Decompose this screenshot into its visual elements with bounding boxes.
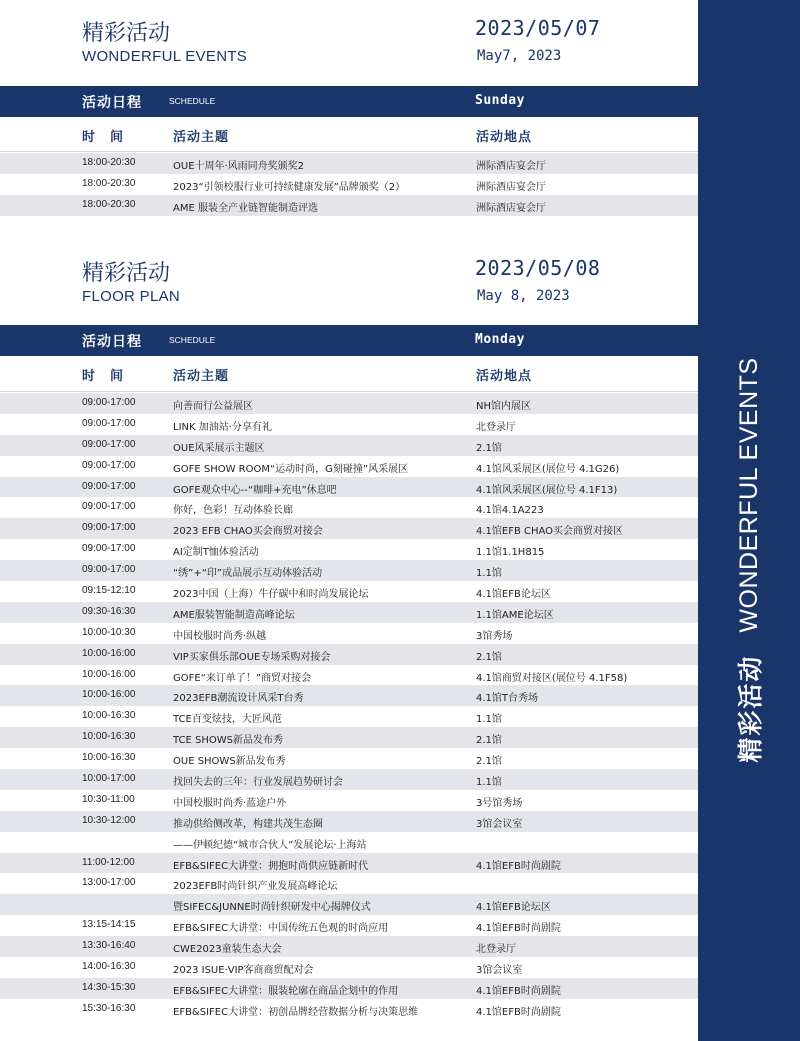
table-row	[0, 560, 698, 581]
row-venue: 4.1馆EFB CHAO买会商贸对接区	[476, 526, 624, 538]
row-time: 10:00-16:30	[82, 752, 136, 764]
row-venue: 2.1馆	[476, 756, 502, 768]
schedule-band-cn: 活动日程	[82, 95, 142, 111]
table-row	[0, 153, 698, 174]
row-topic: LINK 加油站·分享有礼	[173, 421, 272, 433]
row-venue: 4.1馆EFB时尚剧院	[476, 923, 561, 935]
table-row	[0, 978, 698, 999]
row-time: 10:00-16:30	[82, 731, 136, 743]
row-venue: 4.1馆EFB时尚剧院	[476, 985, 561, 997]
row-topic: 找回失去的三年：行业发展趋势研讨会	[173, 777, 343, 789]
table-row	[0, 195, 698, 216]
row-topic: EFB&SIFEC大讲堂：服装轮廓在商品企划中的作用	[173, 985, 399, 997]
row-venue: 4.1馆风采展区(展位号 4.1G26)	[476, 463, 620, 475]
row-topic: 中国校服时尚秀·蓝途户外	[173, 797, 287, 809]
row-time: 10:30-12:00	[82, 814, 136, 826]
section1-schedule-band	[0, 86, 698, 117]
row-time: 13:30-16:40	[82, 940, 136, 952]
row-topic: EFB&SIFEC大讲堂：拥抱时尚供应链新时代	[173, 860, 369, 872]
row-time: 09:00-17:00	[82, 459, 136, 471]
row-venue: 1.1馆	[476, 568, 502, 580]
table-row	[0, 811, 698, 832]
section2-col-venue: 活动地点	[476, 369, 533, 384]
row-time: 10:00-10:30	[82, 626, 136, 638]
row-venue: 洲际酒店宴会厅	[476, 181, 546, 193]
table-row	[0, 644, 698, 665]
side-banner-cn: 精彩活动	[736, 654, 765, 763]
row-time: 09:00-17:00	[82, 397, 136, 408]
row-time: 15:30-16:30	[82, 1002, 136, 1014]
table-row	[0, 602, 698, 623]
table-row	[0, 999, 698, 1020]
row-topic: CWE2023童装生态大会	[173, 944, 282, 956]
section2-date-en: May 8, 2023	[477, 288, 570, 304]
table-row	[0, 769, 698, 790]
section2-schedule-table	[0, 393, 698, 1020]
row-topic: 2023 ISUE·VIP客商商贸配对会	[173, 965, 314, 977]
table-row	[0, 435, 698, 456]
table-row	[0, 393, 698, 414]
section1-title-cn: 精彩活动	[82, 21, 171, 46]
row-venue: 北登录厅	[476, 421, 516, 433]
row-topic: TCE百变炫技，大匠风范	[173, 714, 282, 726]
row-time: 14:30-15:30	[82, 981, 136, 993]
row-time: 10:00-16:00	[82, 647, 136, 659]
table-row	[0, 685, 698, 706]
table-row	[0, 497, 698, 518]
row-time: 18:00-20:30	[82, 177, 136, 189]
row-topic: 中国校服时尚秀·纵越	[173, 630, 267, 642]
side-banner-en: WONDERFUL EVENTS	[734, 357, 763, 633]
row-venue: 4.1馆T台秀场	[476, 693, 539, 705]
section1-col-venue: 活动地点	[476, 130, 533, 145]
row-topic: OUE SHOWS新品发布秀	[173, 756, 286, 768]
section2-title-cn: 精彩活动	[82, 261, 171, 286]
row-topic: 2023中国（上海）牛仔碳中和时尚发展论坛	[173, 589, 369, 601]
row-topic: 2023EFB时尚针织产业发展高峰论坛	[173, 881, 338, 893]
table-row	[0, 957, 698, 978]
table-row	[0, 873, 698, 894]
section1-title-en: WONDERFUL EVENTS	[82, 48, 248, 65]
section2-date: 2023/05/08	[475, 256, 601, 280]
row-time: 09:00-17:00	[82, 417, 136, 429]
table-row	[0, 456, 698, 477]
row-venue: 3馆秀场	[476, 630, 513, 642]
row-time: 10:00-16:00	[82, 668, 136, 680]
row-topic: OUE风采展示主题区	[173, 442, 265, 454]
section2-col-topic: 活动主题	[173, 369, 230, 384]
table-row	[0, 174, 698, 195]
row-venue: 洲际酒店宴会厅	[476, 161, 546, 172]
section1-header-divider	[0, 151, 698, 152]
row-time: 13:00-17:00	[82, 877, 136, 889]
section1-col-time: 时 间	[82, 130, 125, 145]
section2-col-time: 时 间	[82, 369, 125, 384]
row-topic: TCE SHOWS新品发布秀	[173, 735, 283, 747]
row-topic: 2023EFB潮流设计风采T台秀	[173, 693, 304, 705]
table-row	[0, 915, 698, 936]
row-time: 14:00-16:30	[82, 961, 136, 973]
table-row	[0, 477, 698, 498]
row-venue: 1.1馆AME论坛区	[476, 609, 554, 621]
row-topic: 2023“引领校服行业可持续健康发展”品牌颁奖（2）	[173, 181, 406, 193]
row-time: 09:00-17:00	[82, 438, 136, 450]
section2-title-en: FLOOR PLAN	[82, 288, 181, 305]
schedule-band-cn: 活动日程	[82, 334, 142, 350]
row-time: 10:00-16:30	[82, 710, 136, 722]
row-venue: 北登录厅	[476, 944, 516, 956]
row-venue: 4.1馆EFB时尚剧院	[476, 1006, 561, 1018]
row-venue: 4.1馆EFB论坛区	[476, 589, 551, 601]
table-row	[0, 665, 698, 686]
row-venue: 3馆会议室	[476, 818, 523, 830]
row-time: 10:00-17:00	[82, 773, 136, 785]
row-time: 09:00-17:00	[82, 522, 136, 534]
row-topic: GOFE“来订单了！”商贸对接会	[173, 672, 312, 684]
table-row	[0, 623, 698, 644]
table-row	[0, 853, 698, 874]
section1-date-en: May7, 2023	[477, 48, 562, 64]
table-row	[0, 894, 698, 915]
row-time: 09:15-12:10	[82, 585, 136, 597]
row-venue: 2.1馆	[476, 735, 502, 747]
row-venue: 1.1馆	[476, 714, 502, 726]
row-venue: 1.1馆	[476, 777, 502, 789]
row-time: 11:00-12:00	[82, 856, 135, 868]
row-topic: OUE十周年·风雨同舟奖颁奖2	[173, 161, 305, 172]
row-time: 09:00-17:00	[82, 501, 136, 513]
section1-col-topic: 活动主题	[173, 130, 230, 145]
side-banner-text	[731, 357, 767, 762]
row-topic: 你好，色彩！互动体验长廊	[173, 505, 293, 517]
row-topic: 暨SIFEC&JUNNE时尚针织研发中心揭牌仪式	[173, 902, 371, 914]
row-topic: “绣”+“印”成品展示互动体验活动	[173, 568, 323, 580]
row-venue: 4.1馆EFB时尚剧院	[476, 860, 561, 872]
schedule-band-day: Sunday	[475, 93, 525, 108]
row-time: 13:15-14:15	[82, 919, 136, 931]
row-venue: 洲际酒店宴会厅	[476, 202, 546, 214]
row-venue: 2.1馆	[476, 651, 502, 663]
row-venue: 4.1馆商贸对接区(展位号 4.1F58)	[476, 672, 628, 684]
row-venue: NH馆内展区	[476, 401, 531, 412]
row-topic: AME服装智能制造高峰论坛	[173, 609, 295, 621]
row-venue: 4.1馆4.1A223	[476, 505, 544, 517]
row-topic: 2023 EFB CHAO买会商贸对接会	[173, 526, 323, 538]
row-topic: VIP买家俱乐部OUE专场采购对接会	[173, 651, 331, 663]
table-row	[0, 581, 698, 602]
table-row	[0, 832, 698, 853]
table-row	[0, 414, 698, 435]
row-venue: 2.1馆	[476, 442, 502, 454]
row-time: 18:00-20:30	[82, 157, 136, 168]
row-venue: 4.1馆风采展区(展位号 4.1F13)	[476, 484, 618, 496]
section1-schedule-table	[0, 153, 698, 216]
schedule-band-label: SCHEDULE	[169, 335, 216, 345]
row-topic: GOFE SHOW ROOM“运动时尚，G刻碰撞”风采展区	[173, 463, 409, 475]
section2-header-divider	[0, 391, 698, 392]
row-time: 10:00-16:00	[82, 689, 136, 701]
table-row	[0, 936, 698, 957]
table-row	[0, 727, 698, 748]
schedule-band-label: SCHEDULE	[169, 96, 216, 106]
row-topic: AI定制T恤体验活动	[173, 547, 259, 559]
schedule-band-day: Monday	[475, 332, 525, 347]
table-row	[0, 706, 698, 727]
row-venue: 4.1馆EFB论坛区	[476, 902, 551, 914]
table-row	[0, 790, 698, 811]
table-row	[0, 539, 698, 560]
row-time: 10:30-11:00	[82, 793, 135, 805]
section1-date: 2023/05/07	[475, 16, 601, 40]
table-row	[0, 748, 698, 769]
row-time: 09:00-17:00	[82, 543, 136, 555]
row-topic: ——伊顿纪德“城市合伙人”发展论坛·上海站	[173, 839, 367, 851]
row-topic: AME 服装全产业链智能制造评选	[173, 202, 318, 214]
row-time: 09:00-17:00	[82, 564, 136, 576]
row-topic: EFB&SIFEC大讲堂：初创品牌经营数据分析与决策思维	[173, 1006, 419, 1018]
row-venue: 3号馆秀场	[476, 797, 523, 809]
row-time: 09:30-16:30	[82, 605, 136, 617]
row-topic: 推动供给侧改革，构建共茂生态圈	[173, 818, 323, 830]
row-time: 09:00-17:00	[82, 480, 136, 492]
table-row	[0, 518, 698, 539]
row-topic: EFB&SIFEC大讲堂：中国传统五色观的时尚应用	[173, 923, 389, 935]
row-topic: GOFE观众中心--“咖啡+充电”休息吧	[173, 484, 337, 496]
section2-schedule-band	[0, 325, 698, 356]
row-topic: 向善而行公益展区	[173, 401, 253, 412]
row-time: 18:00-20:30	[82, 198, 136, 210]
row-venue: 1.1馆1.1H815	[476, 547, 545, 559]
row-venue: 3馆会议室	[476, 965, 523, 977]
